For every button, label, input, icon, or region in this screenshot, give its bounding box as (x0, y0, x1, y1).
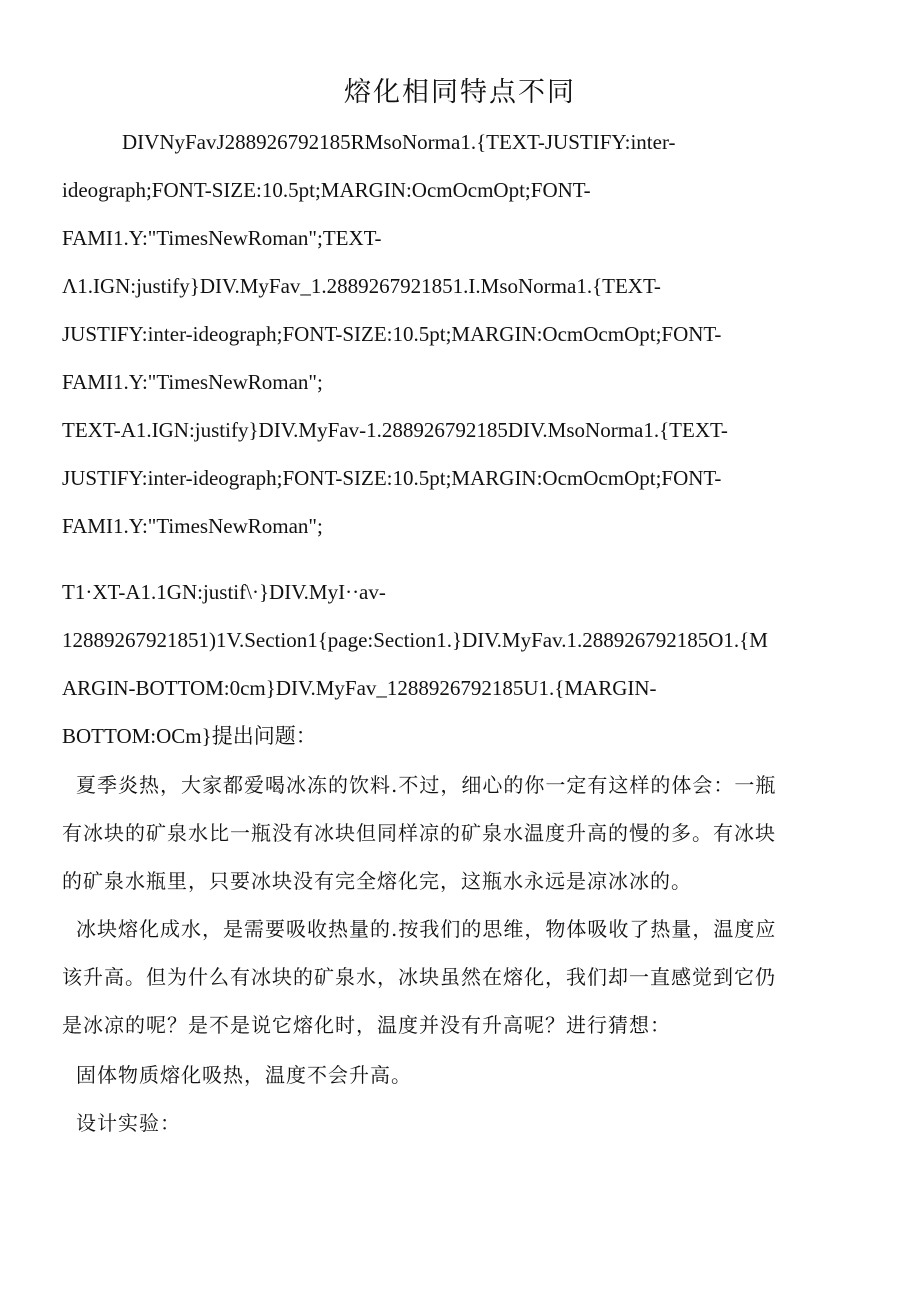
text-line: FAMI1.Y:"TimesNewRoman"; (62, 514, 323, 538)
paragraph-line: 的矿泉水瓶里，只要冰块没有完全熔化完，这瓶水永远是凉冰冰的。 (62, 869, 692, 893)
text-line: DIVNyFavJ288926792185RMsoNorma1.{TEXT-JUSTIFY:inter- (122, 130, 676, 154)
paragraph-line: 有冰块的矿泉水比一瓶没有冰块但同样凉的矿泉水温度升高的慢的多。有冰块 (62, 821, 776, 845)
text-line: T1·XT-A1.1GN:justif\·}DIV.MyI··av- (62, 580, 386, 604)
text-line: FAMI1.Y:"TimesNewRoman"; (62, 370, 323, 394)
paragraph-line: 是冰凉的呢？是不是说它熔化时，温度并没有升高呢？进行猜想： (62, 1013, 671, 1037)
paragraph-line: 冰块熔化成水，是需要吸收热量的.按我们的思维，物体吸收了热量，温度应 (76, 917, 777, 941)
text-line: JUSTIFY:inter-ideograph;FONT-SIZE:10.5pt;MARGIN:OcmOcmOpt;FONT- (62, 466, 722, 490)
text-line: ARGIN-BOTTOM:0cm}DIV.MyFav_1288926792185U1.{MARGIN- (62, 676, 657, 700)
text-line: TEXT-A1.IGN:justify}DIV.MyFav-1.288926792185DIV.MsoNorma1.{TEXT- (62, 418, 728, 442)
text-line: BOTTOM:OCm}提出问题： (62, 724, 317, 748)
paragraph-line: 夏季炎热，大家都爱喝冰冻的饮料.不过，细心的你一定有这样的体会：一瓶 (76, 773, 777, 797)
text-line: Λ1.IGN:justify}DIV.MyFav_1.2889267921851.I.MsoNorma1.{TEXT- (62, 274, 661, 298)
document-title: 熔化相同特点不同 (344, 77, 576, 107)
text-line: 12889267921851)1V.Section1{page:Section1.}DIV.MyFav.1.288926792185O1.{M (62, 628, 768, 652)
text-line: JUSTIFY:inter-ideograph;FONT-SIZE:10.5pt;MARGIN:OcmOcmOpt;FONT- (62, 322, 722, 346)
text-line: ideograph;FONT-SIZE:10.5pt;MARGIN:OcmOcmOpt;FONT- (62, 178, 591, 202)
paragraph-line: 该升高。但为什么有冰块的矿泉水，冰块虽然在熔化，我们却一直感觉到它仍 (62, 965, 776, 989)
text-line: FAMI1.Y:"TimesNewRoman";TEXT- (62, 226, 382, 250)
paragraph-line: 固体物质熔化吸热，温度不会升高。 (76, 1063, 412, 1087)
section-heading: 设计实验： (76, 1111, 181, 1135)
